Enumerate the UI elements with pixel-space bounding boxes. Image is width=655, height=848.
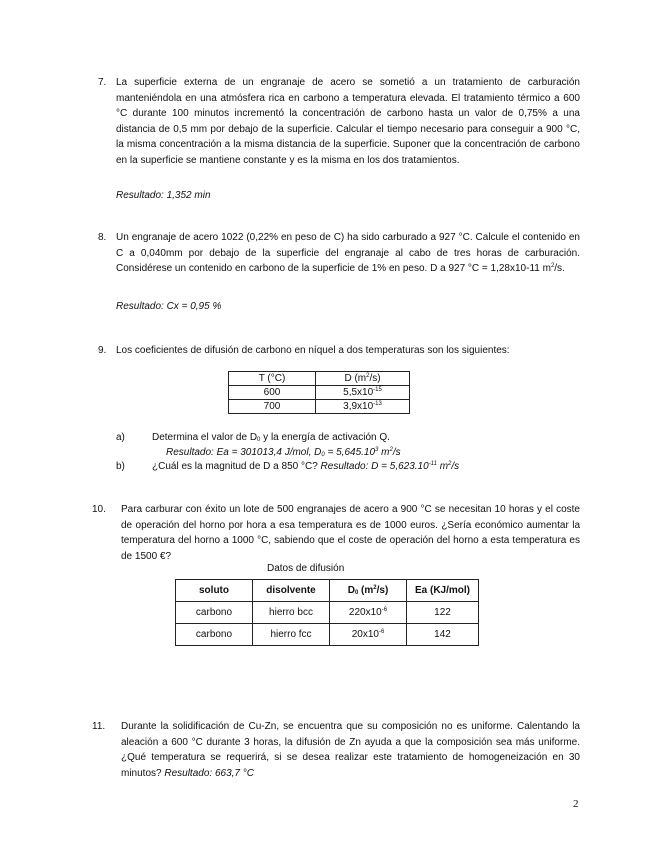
header-solute: soluto: [176, 580, 253, 602]
table-row: [176, 624, 479, 646]
cell-temp: 600: [229, 386, 316, 400]
page-number: 2: [573, 798, 579, 810]
cell-d: $5,5x10^{-15}$: [316, 386, 410, 400]
problem-10-number: 10.: [92, 504, 106, 515]
header-diffusivity: D $(m^2/s)$: [316, 372, 410, 386]
cell-solvent: hierro fcc: [253, 624, 330, 646]
problem-11-text: Durante la solidificación de Cu-Zn, se encuentra que su composición no es uniforme. Calentando la aleación a 600 °C durante 3 horas, la difusión de Zn ayuda a que la composición sea más uniforme. ¿Qué temperatura se requerirá, si se desea realizar este tratamiento de homogeneización en 30 minutos? Resultado: 663,7 °C: [121, 721, 580, 779]
question-b-text: ¿Cuál es la magnitud de D a 850 °C? Resultado: $D = 5,623.10^{-11}$ $m^2/s$: [152, 461, 460, 472]
header-ea: Ea (KJ/mol): [407, 580, 479, 602]
cell-temp: 700: [229, 400, 316, 414]
table-caption: Datos de difusión: [267, 563, 345, 574]
header-temperature: T (°C): [229, 372, 316, 386]
cell-ea: 142: [407, 624, 479, 646]
question-a-label: a): [116, 432, 125, 443]
problem-11-number: 11.: [92, 721, 106, 732]
table-row: [176, 602, 479, 624]
cell-d: $3,9x10^{-13}$: [316, 400, 410, 414]
question-a-result: Resultado: Ea = 301013,4 J/mol, $D_0 = 5,645.10^3$ $m^2/s$: [166, 447, 401, 458]
problem-8-text: Un engranaje de acero 1022 (0,22% en peso de C) ha sido carburado a 927 °C. Calcule el contenido en C a 0,040mm por debajo de la superficie del engranaje al cabo de tres horas de carburación. Considérese un contenido en carbono de la superficie de 1% en peso. D a 927 °C = 1,28x10-11 $m^2/s$.: [116, 232, 580, 274]
problem-8-result: Resultado: Cx = 0,95 %: [116, 301, 222, 312]
question-a-text: Determina el valor de $D_0$ y la energía de activación Q.: [152, 432, 390, 443]
cell-solute: carbono: [176, 602, 253, 624]
cell-ea: 122: [407, 602, 479, 624]
problem-8-number: 8.: [98, 232, 107, 243]
problem-9-number: 9.: [98, 345, 107, 356]
cell-d0: $220x10^{-6}$: [330, 602, 407, 624]
cell-solvent: hierro bcc: [253, 602, 330, 624]
diffusion-table-iron: [175, 579, 479, 646]
question-b-label: b): [116, 461, 125, 472]
cell-d0: $20x10^{-6}$: [330, 624, 407, 646]
problem-7-result: Resultado: 1,352 min: [116, 190, 211, 201]
problem-7-text: La superficie externa de un engranaje de acero se sometió a un tratamiento de carburación manteniéndola en una atmósfera rica en carbono a temperatura elevada. El tratamiento térmico a 600 °C durante 100 minutos incrementó la concentración de carbono hasta un valor de 0,75% a una distancia de 0,5 mm por debajo de la superficie. Calcular el tiempo necesario para conseguir a 900 °C, la misma concentración a la misma distancia de la superficie. Suponer que la concentración de carbono en la superficie se mantiene constante y es la misma en los dos tratamientos.: [116, 77, 580, 166]
header-d0: $D_0$ $(m^2/s)$: [330, 580, 407, 602]
problem-9-text: Los coeficientes de difusión de carbono en níquel a dos temperaturas son los siguientes:: [116, 345, 510, 356]
cell-solute: carbono: [176, 624, 253, 646]
table-row: [229, 400, 410, 414]
diffusion-table-nickel: [228, 371, 410, 414]
problem-7-number: 7.: [98, 77, 107, 88]
problem-10-text: Para carburar con éxito un lote de 500 engranajes de acero a 900 °C se necesitan 10 horas y el coste de operación del horno por hora a esa temperatura es de 1000 euros. ¿Sería económico aumentar la temperatura del horno a 1000 °C, sabiendo que el coste de operación del horno a esta temperatura es de 1500 €?: [121, 504, 580, 562]
header-solvent: disolvente: [253, 580, 330, 602]
table-row: [229, 386, 410, 400]
